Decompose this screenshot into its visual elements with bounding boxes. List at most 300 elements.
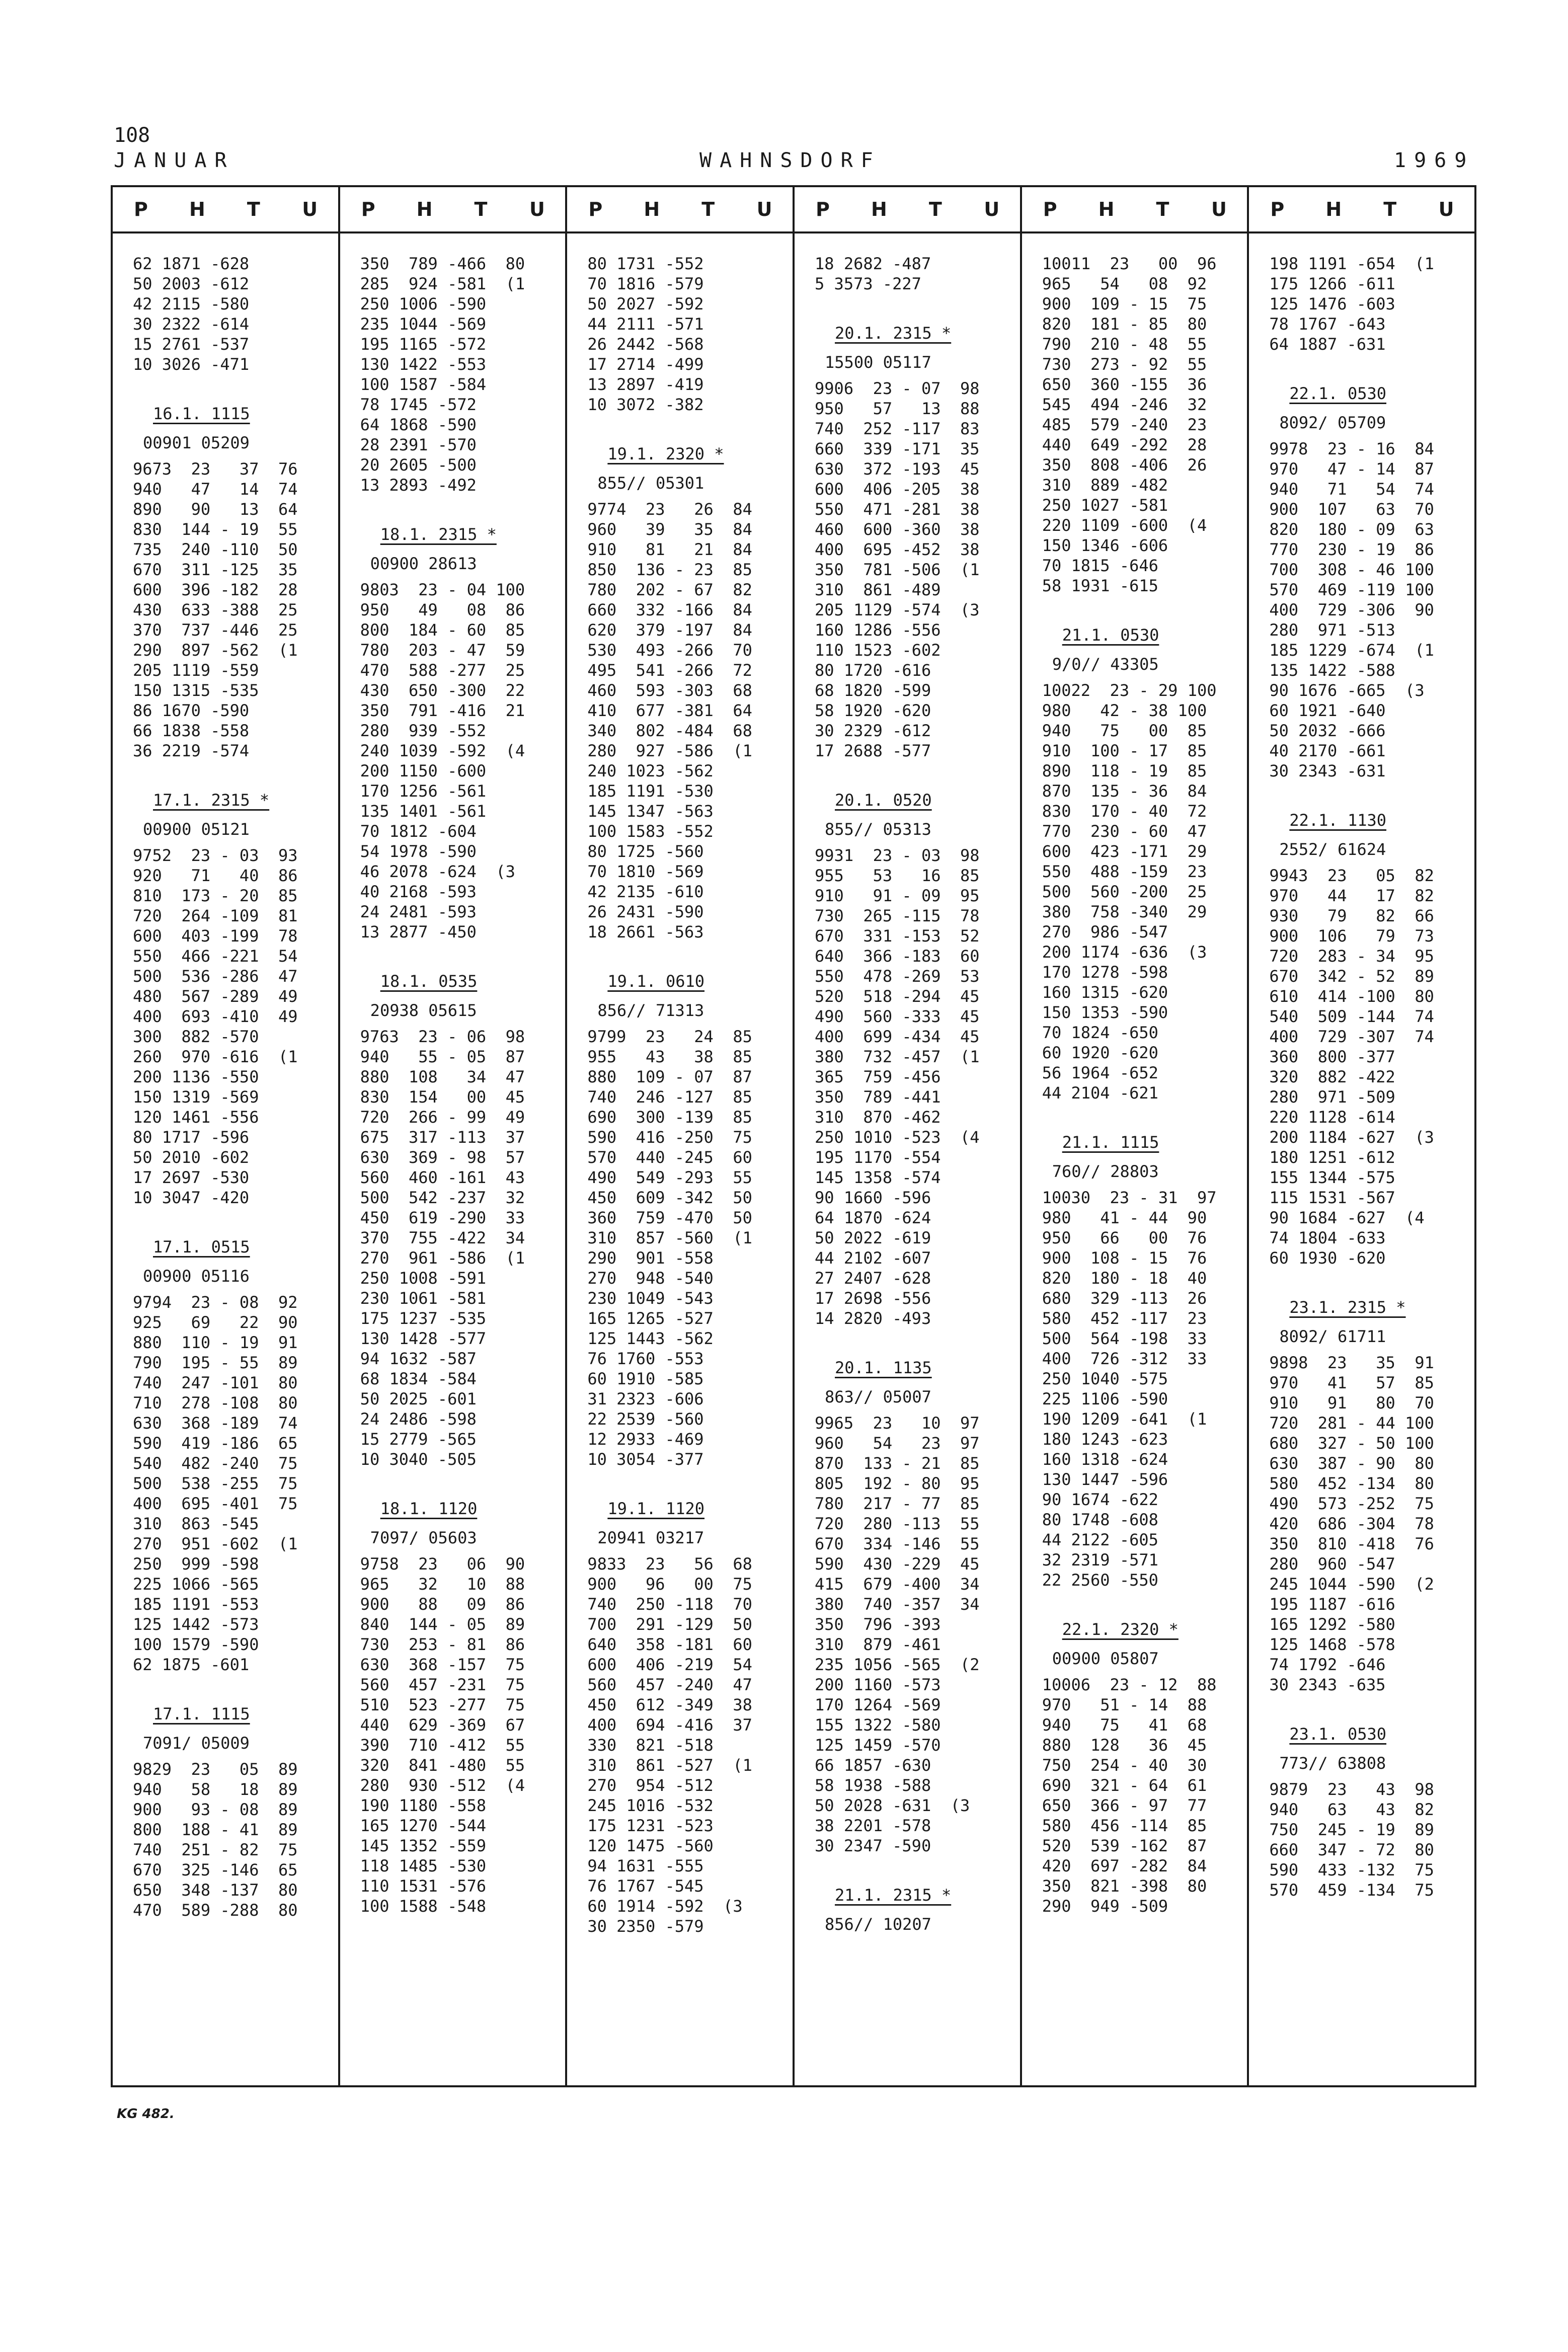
data-row: 130 1447 -596 [1042,1470,1168,1489]
data-row: 58 1938 -588 [815,1776,931,1795]
data-row: 670 331 -153 52 [815,926,980,946]
column-header-label: H [1325,198,1342,220]
data-row: 195 1187 -616 [1269,1595,1395,1614]
sounding-heading [815,314,1013,348]
data-row: 9978 23 - 16 84 [1269,439,1434,458]
data-row: 70 1824 -650 [1042,1023,1158,1042]
data-row: 90 1676 -665 (3 [1269,681,1425,700]
data-row: 400 729 -307 74 [1269,1027,1434,1046]
column-header-label: T [474,198,488,220]
data-row: 600 406 -219 54 [587,1655,752,1674]
data-row: 125 1443 -562 [587,1329,714,1348]
data-row: 820 180 - 09 63 [1269,520,1434,539]
column-header-label: P [1043,198,1057,220]
page-number: 108 [114,124,150,147]
data-row: 810 173 - 20 85 [133,886,298,905]
data-row: 155 1344 -575 [1269,1168,1395,1187]
data-row: 480 567 -289 49 [133,987,298,1006]
data-row: 50 2025 -601 [360,1389,477,1408]
data-row: 150 1353 -590 [1042,1003,1168,1022]
sounding-station-code: 855// 05301 [597,474,704,493]
column-header-label: P [588,198,603,220]
table-column [1247,187,1474,2085]
data-row: 900 88 09 86 [360,1595,525,1614]
data-row: 400 695 -401 75 [133,1494,298,1513]
data-row: 925 69 22 90 [133,1313,298,1332]
column-header-label: P [816,198,830,220]
data-row: 660 332 -166 84 [587,600,752,619]
column-header-label: H [644,198,660,220]
data-row: 70 1810 -569 [587,862,704,881]
column-body [340,233,566,2085]
data-row: 9774 23 26 84 [587,500,752,519]
data-row: 40 2170 -661 [1269,741,1386,760]
sounding-date-time: 19.1. 1120 [607,1499,704,1518]
data-row: 840 144 - 05 89 [360,1615,525,1634]
data-row: 730 265 -115 78 [815,906,980,925]
data-row: 880 110 - 19 91 [133,1333,298,1352]
data-row: 450 612 -349 38 [587,1695,752,1714]
data-row: 940 55 - 05 87 [360,1047,525,1066]
data-row: 17 2698 -556 [815,1289,931,1308]
data-row: 9673 23 37 76 [133,459,298,479]
data-row: 64 1887 -631 [1269,335,1386,354]
data-row: 900 108 - 15 76 [1042,1248,1207,1268]
sounding-station-code: 00901 05209 [143,433,250,452]
data-row: 225 1106 -590 [1042,1389,1168,1408]
sounding-table [111,185,1476,2087]
sounding-heading [815,1349,1013,1383]
data-row: 170 1256 -561 [360,781,487,801]
data-row: 670 325 -146 65 [133,1860,298,1879]
data-row: 940 75 00 85 [1042,721,1207,740]
data-row: 270 951 -602 (1 [133,1534,298,1553]
sounding-station-code: 00900 05807 [1052,1649,1159,1668]
data-row: 580 456 -114 85 [1042,1816,1207,1835]
data-row: 710 278 -108 80 [133,1393,298,1413]
block-gap [1042,1590,1240,1610]
data-row: 310 861 -527 (1 [587,1756,752,1775]
data-row: 310 889 -482 [1042,476,1168,495]
data-row: 670 311 -125 35 [133,560,298,579]
data-row: 22 2560 -550 [1042,1571,1158,1590]
data-row: 910 91 - 09 95 [815,886,980,905]
data-row: 805 192 - 80 95 [815,1474,980,1493]
column-header [113,187,338,233]
data-row: 400 693 -410 49 [133,1007,298,1026]
data-row: 175 1231 -523 [587,1816,714,1835]
data-row: 670 342 - 52 89 [1269,967,1434,986]
data-row: 650 360 -155 36 [1042,375,1207,394]
data-row: 370 755 -422 34 [360,1228,525,1247]
data-row: 155 1322 -580 [815,1715,941,1735]
data-row: 170 1264 -569 [815,1695,941,1714]
table-column [1020,187,1247,2085]
sounding-heading [133,1228,331,1262]
data-row: 540 509 -144 74 [1269,1007,1434,1026]
data-row: 195 1170 -554 [815,1148,941,1167]
data-row: 280 971 -509 [1269,1087,1395,1107]
data-row: 30 2343 -631 [1269,761,1386,780]
data-row: 330 821 -518 [587,1736,714,1755]
block-gap [815,294,1013,314]
sounding-date-time: 18.1. 0535 [380,972,478,991]
data-row: 200 1150 -600 [360,761,487,780]
data-row: 410 677 -381 64 [587,701,752,720]
data-row: 310 857 -560 (1 [587,1228,752,1247]
data-row: 17 2697 -530 [133,1168,250,1187]
data-row: 235 1056 -565 (2 [815,1655,980,1674]
sounding-station-code: 2552/ 61624 [1279,840,1386,859]
data-row: 440 649 -292 28 [1042,435,1207,454]
data-row: 9898 23 35 91 [1269,1353,1434,1372]
sounding-station-code: 8092/ 61711 [1279,1327,1386,1346]
data-row: 880 109 - 07 87 [587,1067,752,1086]
sounding-station-code: 760// 28803 [1052,1162,1159,1181]
data-row: 500 564 -198 33 [1042,1329,1207,1348]
data-row: 970 47 - 14 87 [1269,459,1434,479]
data-row: 590 416 -250 75 [587,1128,752,1147]
data-row: 38 2201 -578 [815,1816,931,1835]
data-row: 31 2323 -606 [587,1389,704,1408]
data-row: 550 488 -159 23 [1042,862,1207,881]
data-row: 310 863 -545 [133,1514,259,1533]
data-row: 15 2779 -565 [360,1430,477,1449]
column-header-label: H [1098,198,1115,220]
sounding-date-time: 16.1. 1115 [153,404,250,423]
data-row: 380 740 -357 34 [815,1595,980,1614]
data-row: 830 144 - 19 55 [133,520,298,539]
data-row: 280 939 -552 [360,721,487,740]
block-gap [1269,1695,1467,1715]
data-row: 10 3040 -505 [360,1450,477,1469]
sounding-heading [587,435,786,469]
data-row: 220 1128 -614 [1269,1108,1395,1127]
data-row: 115 1531 -567 [1269,1188,1395,1207]
data-row: 205 1129 -574 (3 [815,600,980,619]
data-row: 680 329 -113 26 [1042,1289,1207,1308]
data-row: 130 1422 -553 [360,355,487,374]
data-row: 830 154 00 45 [360,1087,525,1107]
data-row: 100 1579 -590 [133,1635,259,1654]
block-gap [133,374,331,395]
data-row: 240 1039 -592 (4 [360,741,525,760]
data-row: 17 2714 -499 [587,355,704,374]
data-row: 150 1315 -535 [133,681,259,700]
data-row: 890 118 - 19 85 [1042,761,1207,780]
data-row: 520 518 -294 45 [815,987,980,1006]
data-row: 570 440 -245 60 [587,1148,752,1167]
sounding-heading [1269,1288,1467,1322]
data-row: 145 1352 -559 [360,1836,487,1855]
sounding-date-time: 17.1. 1115 [153,1704,250,1723]
data-row: 74 1792 -646 [1269,1655,1386,1674]
data-row: 580 452 -117 23 [1042,1309,1207,1328]
data-row: 460 600 -360 38 [815,520,980,539]
block-gap [1269,1268,1467,1288]
data-row: 135 1422 -588 [1269,661,1395,680]
data-row: 630 387 - 90 80 [1269,1454,1434,1473]
data-row: 490 560 -333 45 [815,1007,980,1026]
data-row: 720 283 - 34 95 [1269,947,1434,966]
data-row: 495 541 -266 72 [587,661,752,680]
sounding-station-code: 00900 05121 [143,820,250,839]
data-row: 900 106 79 73 [1269,926,1434,946]
data-row: 13 2893 -492 [360,476,477,495]
data-row: 60 1930 -620 [1269,1248,1386,1268]
column-header-label: U [1211,198,1227,220]
data-row: 270 954 -512 [587,1776,714,1795]
data-row: 820 181 - 85 80 [1042,315,1207,334]
data-row: 145 1347 -563 [587,802,714,821]
data-row: 9799 23 24 85 [587,1027,752,1046]
column-header [567,187,793,233]
data-row: 50 2010 -602 [133,1148,250,1167]
sounding-heading [587,962,786,996]
data-row: 118 1485 -530 [360,1856,487,1875]
data-row: 940 63 43 82 [1269,1800,1434,1819]
column-header-label: T [247,198,260,220]
data-row: 970 44 17 82 [1269,886,1434,905]
sounding-heading [1269,801,1467,835]
data-row: 66 1838 -558 [133,721,250,740]
sounding-date-time: 22.1. 2320 * [1062,1620,1179,1639]
data-row: 9879 23 43 98 [1269,1780,1434,1799]
column-header-label: T [1383,198,1397,220]
data-row: 550 471 -281 38 [815,500,980,519]
data-row: 570 459 -134 75 [1269,1880,1434,1900]
data-row: 9758 23 06 90 [360,1554,525,1574]
data-row: 160 1315 -620 [1042,983,1168,1002]
sounding-station-code: 863// 05007 [825,1387,931,1406]
data-row: 200 1174 -636 (3 [1042,943,1207,962]
data-row: 590 430 -229 45 [815,1554,980,1574]
data-row: 160 1286 -556 [815,620,941,640]
sounding-date-time: 23.1. 2315 * [1289,1298,1406,1317]
data-row: 900 93 - 08 89 [133,1800,298,1819]
data-row: 64 1868 -590 [360,415,477,434]
sounding-date-time: 18.1. 2315 * [380,525,497,544]
data-row: 270 948 -540 [587,1269,714,1288]
data-row: 400 694 -416 37 [587,1715,752,1735]
data-row: 90 1674 -622 [1042,1490,1158,1509]
data-row: 100 1587 -584 [360,375,487,394]
data-row: 110 1523 -602 [815,641,941,660]
data-row: 245 1016 -532 [587,1796,714,1815]
table-column [338,187,566,2085]
data-row: 80 1720 -616 [815,661,931,680]
data-row: 965 54 08 92 [1042,274,1207,293]
data-row: 350 781 -506 (1 [815,560,980,579]
data-row: 12 2933 -469 [587,1430,704,1449]
data-row: 900 96 00 75 [587,1575,752,1594]
sounding-date-time: 17.1. 0515 [153,1237,250,1257]
data-row: 950 57 13 88 [815,399,980,418]
data-row: 560 457 -231 75 [360,1675,525,1694]
sounding-station-code: 00900 05116 [143,1267,250,1286]
data-row: 270 961 -586 (1 [360,1248,525,1268]
sounding-heading [1269,1715,1467,1749]
data-row: 590 433 -132 75 [1269,1860,1434,1879]
data-row: 205 1119 -559 [133,661,259,680]
data-row: 80 1731 -552 [587,254,704,273]
data-row: 94 1632 -587 [360,1349,477,1368]
data-row: 390 710 -412 55 [360,1736,525,1755]
data-row: 165 1265 -527 [587,1309,714,1328]
column-header-label: H [189,198,205,220]
data-row: 185 1229 -674 (1 [1269,641,1434,660]
data-row: 230 1061 -581 [360,1289,487,1308]
data-row: 220 1109 -600 (4 [1042,516,1207,535]
data-row: 350 810 -418 76 [1269,1534,1434,1553]
data-row: 9965 23 10 97 [815,1414,980,1433]
data-row: 24 2481 -593 [360,902,477,921]
data-row: 20 2605 -500 [360,455,477,475]
sounding-station-code: 00900 28613 [370,554,477,573]
data-row: 42 2135 -610 [587,882,704,901]
data-row: 100 1588 -548 [360,1897,487,1916]
sounding-date-time: 22.1. 0530 [1289,384,1387,403]
data-row: 44 2104 -621 [1042,1083,1158,1103]
data-row: 430 633 -388 25 [133,600,298,619]
data-row: 175 1237 -535 [360,1309,487,1328]
data-row: 900 107 63 70 [1269,500,1434,519]
data-row: 460 593 -303 68 [587,681,752,700]
block-gap [815,761,1013,781]
data-row: 880 128 36 45 [1042,1736,1207,1755]
data-row: 490 549 -293 55 [587,1168,752,1187]
block-gap [133,761,331,781]
data-row: 280 971 -513 [1269,620,1395,640]
data-row: 820 180 - 18 40 [1042,1269,1207,1288]
data-row: 545 494 -246 32 [1042,395,1207,414]
block-gap [133,1208,331,1228]
data-row: 130 1428 -577 [360,1329,487,1348]
data-row: 940 71 54 74 [1269,480,1434,499]
column-header-label: T [928,198,942,220]
column-header-label: U [756,198,772,220]
data-row: 145 1358 -574 [815,1168,941,1187]
data-row: 880 108 34 47 [360,1067,525,1086]
data-row: 740 246 -127 85 [587,1087,752,1107]
data-row: 110 1531 -576 [360,1876,487,1896]
sounding-station-code: 856// 71313 [597,1001,704,1020]
sounding-station-code: 20938 05615 [370,1001,477,1020]
data-row: 70 1815 -646 [1042,556,1158,575]
data-row: 290 901 -558 [587,1248,714,1268]
data-row: 60 1910 -585 [587,1369,704,1388]
data-row: 960 39 35 84 [587,520,752,539]
data-row: 770 230 - 19 86 [1269,540,1434,559]
data-row: 58 1931 -615 [1042,576,1158,595]
data-row: 670 334 -146 55 [815,1534,980,1553]
sounding-station-code: 7091/ 05009 [143,1734,250,1753]
column-header [1249,187,1474,233]
data-row: 78 1745 -572 [360,395,477,414]
data-row: 730 273 - 92 55 [1042,355,1207,374]
sounding-date-time: 18.1. 1120 [380,1499,478,1518]
data-row: 630 369 - 98 57 [360,1148,525,1167]
data-row: 80 1717 -596 [133,1128,250,1147]
sounding-date-time: 19.1. 0610 [607,972,704,991]
data-row: 270 986 -547 [1042,922,1168,942]
data-row: 740 251 - 82 75 [133,1840,298,1859]
data-row: 940 47 14 74 [133,480,298,499]
data-row: 40 2168 -593 [360,882,477,901]
data-row: 9803 23 - 04 100 [360,580,525,599]
data-row: 70 1812 -604 [360,822,477,841]
data-row: 910 100 - 17 85 [1042,741,1207,760]
data-row: 550 478 -269 53 [815,967,980,986]
data-row: 780 203 - 47 59 [360,641,525,660]
column-body [113,233,338,2085]
data-row: 200 1160 -573 [815,1675,941,1694]
sounding-date-time: 21.1. 0530 [1062,625,1159,645]
data-row: 150 1346 -606 [1042,536,1168,555]
data-row: 350 789 -441 [815,1087,941,1107]
data-row: 800 188 - 41 89 [133,1820,298,1839]
data-row: 250 1006 -590 [360,294,487,313]
data-row: 68 1834 -584 [360,1369,477,1388]
data-row: 5 3573 -227 [815,274,921,293]
data-row: 600 406 -205 38 [815,480,980,499]
data-row: 9763 23 - 06 98 [360,1027,525,1046]
data-row: 350 789 -466 80 [360,254,525,273]
data-row: 135 1401 -561 [360,802,487,821]
data-row: 10 3054 -377 [587,1450,704,1469]
data-row: 30 2343 -635 [1269,1675,1386,1694]
data-row: 560 460 -161 43 [360,1168,525,1187]
data-row: 350 796 -393 [815,1615,941,1634]
block-gap [360,495,559,515]
data-row: 235 1044 -569 [360,315,487,334]
data-row: 960 54 23 97 [815,1434,980,1453]
data-row: 58 1920 -620 [815,701,931,720]
data-row: 290 897 -562 (1 [133,641,298,660]
data-row: 970 41 57 85 [1269,1373,1434,1392]
data-row: 50 2003 -612 [133,274,250,293]
data-row: 54 1978 -590 [360,842,477,861]
data-row: 160 1318 -624 [1042,1450,1168,1469]
data-row: 380 732 -457 (1 [815,1047,980,1066]
data-row: 250 1008 -591 [360,1269,487,1288]
sounding-heading [815,781,1013,815]
year-label: 1969 [1394,149,1475,172]
data-row: 30 2350 -579 [587,1917,704,1936]
data-row: 46 2078 -624 (3 [360,862,515,881]
data-row: 720 264 -109 81 [133,906,298,925]
data-row: 950 49 08 86 [360,600,525,619]
data-row: 660 339 -171 35 [815,439,980,458]
data-row: 310 861 -489 [815,580,941,599]
data-row: 920 71 40 86 [133,866,298,885]
data-row: 9833 23 56 68 [587,1554,752,1574]
data-row: 66 1857 -630 [815,1756,931,1775]
data-row: 26 2442 -568 [587,335,704,354]
data-row: 62 1871 -628 [133,254,250,273]
sounding-heading [133,781,331,815]
data-row: 240 1023 -562 [587,761,714,780]
data-row: 500 542 -237 32 [360,1188,525,1207]
data-row: 420 697 -282 84 [1042,1856,1207,1875]
data-row: 18 2682 -487 [815,254,931,273]
data-row: 280 930 -512 (4 [360,1776,525,1795]
data-row: 980 41 - 44 90 [1042,1208,1207,1227]
data-row: 735 240 -110 50 [133,540,298,559]
data-row: 485 579 -240 23 [1042,415,1207,434]
data-row: 180 1243 -623 [1042,1430,1168,1449]
table-column [113,187,338,2085]
